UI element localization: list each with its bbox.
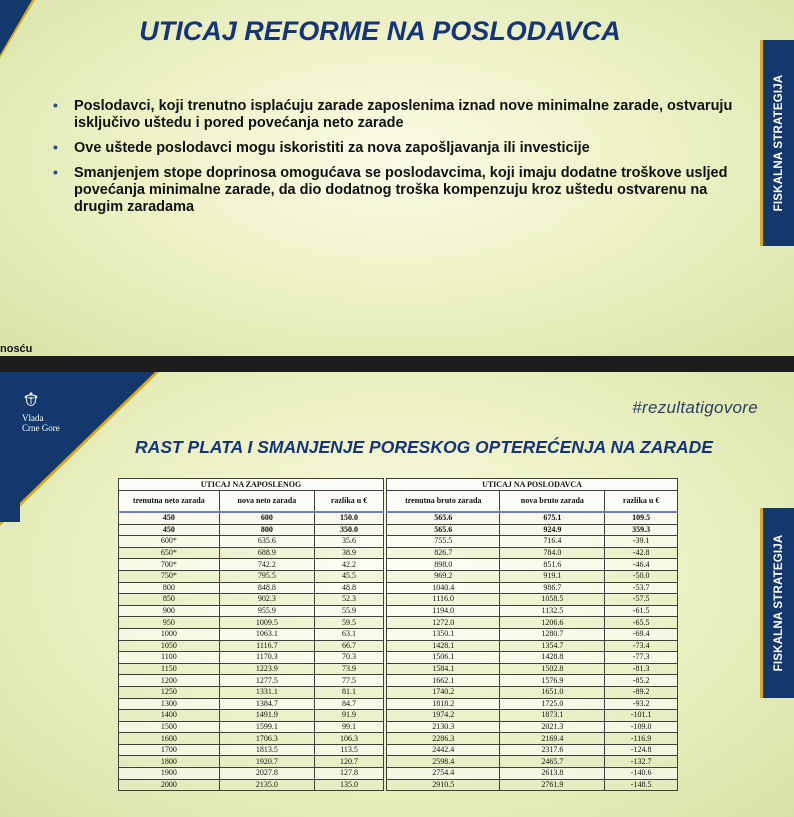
table-cell: 2000 [119, 779, 220, 791]
table-cell: -46.4 [605, 559, 678, 571]
table-row [119, 675, 384, 687]
table-cell: 99.1 [315, 721, 384, 733]
table-row [119, 640, 384, 652]
table-cell: 48.8 [315, 582, 384, 594]
table-cell: -140.6 [605, 768, 678, 780]
table-cell: 1063.1 [219, 628, 314, 640]
table-cell: 716.4 [500, 536, 605, 548]
table-cell: 1813.5 [219, 744, 314, 756]
table-cell: 1506.1 [387, 652, 500, 664]
table-cell: 919.1 [500, 570, 605, 582]
table-cell: 1200 [119, 675, 220, 687]
table-cell: -124.8 [605, 744, 678, 756]
gov-name-line1: Vlada [22, 413, 44, 423]
table-cell: -101.1 [605, 710, 678, 722]
table-cell: 565.6 [387, 512, 500, 524]
table-cell: 1009.5 [219, 617, 314, 629]
table-cell: 900 [119, 605, 220, 617]
table-cell: 135.0 [315, 779, 384, 791]
table-cell: 1058.5 [500, 594, 605, 606]
col-header: trenutna neto zarada [119, 491, 220, 513]
bullet-text: Poslodavci, koji trenutno isplaćuju zarade zaposlenima iznad nove minimalne zarade, ostvaruju isključivo uštedu i pored povećanja neto zarade [74, 98, 733, 131]
table-cell: -65.5 [605, 617, 678, 629]
table-cell: 955.9 [219, 605, 314, 617]
slide-2 [0, 372, 794, 817]
table-cell: 1331.1 [219, 686, 314, 698]
table-cell: 742.2 [219, 559, 314, 571]
table-cell: 1350.1 [387, 628, 500, 640]
slide-1-title: UTICAJ REFORME NA POSLODAVCA [139, 16, 621, 46]
table-cell: 1500 [119, 721, 220, 733]
table-cell: 2465.7 [500, 756, 605, 768]
table-cell: 66.7 [315, 640, 384, 652]
table-row [119, 582, 384, 594]
table-row [119, 698, 384, 710]
table-cell: 851.6 [500, 559, 605, 571]
table-cell: 1000 [119, 628, 220, 640]
table-cell: 1223.9 [219, 663, 314, 675]
table-row [119, 756, 384, 768]
side-tab-label: FISKALNA STRATEGIJA [772, 74, 785, 212]
table-row [119, 547, 384, 559]
table-cell: 800 [219, 524, 314, 536]
table-cell: 2754.4 [387, 768, 500, 780]
table-row [387, 582, 678, 594]
table-row [119, 663, 384, 675]
table-cell: 795.5 [219, 570, 314, 582]
table-cell: 2598.4 [387, 756, 500, 768]
table-row [119, 605, 384, 617]
table-row [387, 628, 678, 640]
table-row [387, 512, 678, 524]
table-cell: 38.9 [315, 547, 384, 559]
bullet-item [50, 140, 740, 157]
side-tab-fiskalna-strategija [760, 40, 794, 246]
table-row [387, 663, 678, 675]
table-cell: 84.7 [315, 698, 384, 710]
col-header: razlika u € [605, 491, 678, 513]
table-cell: 120.7 [315, 756, 384, 768]
table-cell: -116.9 [605, 733, 678, 745]
table-row [387, 768, 678, 780]
table-cell: -53.7 [605, 582, 678, 594]
table-cell: 55.9 [315, 605, 384, 617]
table-cell: 150.0 [315, 512, 384, 524]
table-cell: 969.2 [387, 570, 500, 582]
table-cell: 1662.1 [387, 675, 500, 687]
table-cell: 2027.8 [219, 768, 314, 780]
table-row [387, 744, 678, 756]
table-cell: 1974.2 [387, 710, 500, 722]
table-cell: 1900 [119, 768, 220, 780]
table-cell: 1576.9 [500, 675, 605, 687]
table-cell: 45.5 [315, 570, 384, 582]
table-cell: 1354.7 [500, 640, 605, 652]
table-cell: 1800 [119, 756, 220, 768]
gov-name-line2: Crne Gore [22, 423, 60, 433]
table-cell: 1428.1 [387, 640, 500, 652]
table-row [119, 524, 384, 536]
table-cell: 1132.5 [500, 605, 605, 617]
table-cell: 1300 [119, 698, 220, 710]
table-cell: 784.0 [500, 547, 605, 559]
table-row [387, 594, 678, 606]
bullet-dot-icon: • [53, 139, 58, 155]
bullet-item [50, 165, 740, 216]
table-row [119, 744, 384, 756]
table-row [387, 570, 678, 582]
table-cell: 675.1 [500, 512, 605, 524]
table-cell: 1040.4 [387, 582, 500, 594]
table-cell: 1600 [119, 733, 220, 745]
table-cell: 2286.3 [387, 733, 500, 745]
table-row [387, 756, 678, 768]
table-cell: -39.1 [605, 536, 678, 548]
table-cell: 59.5 [315, 617, 384, 629]
table-cell: 106.3 [315, 733, 384, 745]
table-row [119, 617, 384, 629]
table-cell: 950 [119, 617, 220, 629]
table-row [387, 640, 678, 652]
table-cell: 1250 [119, 686, 220, 698]
table-row [119, 594, 384, 606]
table-cell: 1272.0 [387, 617, 500, 629]
table-row [387, 710, 678, 722]
table-cell: 565.6 [387, 524, 500, 536]
government-logo [22, 391, 60, 433]
bullet-item [50, 98, 740, 132]
table-cell: 1170.3 [219, 652, 314, 664]
table-cell: -93.2 [605, 698, 678, 710]
table-row [387, 547, 678, 559]
slide-separator [0, 356, 794, 372]
table-cell: 450 [119, 524, 220, 536]
table-cell: 902.3 [219, 594, 314, 606]
table-cell: 2442.4 [387, 744, 500, 756]
table-cell: -109.0 [605, 721, 678, 733]
employer-impact-table [386, 478, 678, 791]
table-cell: 924.9 [500, 524, 605, 536]
table-cell: -81.3 [605, 663, 678, 675]
table-cell: -50.0 [605, 570, 678, 582]
table-cell: 1706.3 [219, 733, 314, 745]
table-cell: 635.6 [219, 536, 314, 548]
table-cell: 1502.8 [500, 663, 605, 675]
table-cell: 1150 [119, 663, 220, 675]
slide-1 [0, 0, 794, 356]
table-row [119, 536, 384, 548]
table-cell: 1651.0 [500, 686, 605, 698]
table-row [387, 698, 678, 710]
table-cell: 1740.2 [387, 686, 500, 698]
table-cell: 1400 [119, 710, 220, 722]
table-cell: -57.5 [605, 594, 678, 606]
table-row [387, 652, 678, 664]
table-cell: 750* [119, 570, 220, 582]
table-cell: -85.2 [605, 675, 678, 687]
table-cell: 1873.1 [500, 710, 605, 722]
table-cell: -132.7 [605, 756, 678, 768]
table-cell: 826.7 [387, 547, 500, 559]
table-cell: 1194.0 [387, 605, 500, 617]
table-cell: 1384.7 [219, 698, 314, 710]
table-cell: 2761.9 [500, 779, 605, 791]
table-row [119, 768, 384, 780]
table-row [119, 559, 384, 571]
side-tab-label: FISKALNA STRATEGIJA [772, 534, 785, 672]
table-cell: 91.9 [315, 710, 384, 722]
table-row [387, 605, 678, 617]
table-row [119, 512, 384, 524]
table-cell: 1277.5 [219, 675, 314, 687]
table-row [387, 721, 678, 733]
table-cell: 755.5 [387, 536, 500, 548]
table-cell: 1100 [119, 652, 220, 664]
table-cell: 77.5 [315, 675, 384, 687]
table-row [119, 733, 384, 745]
cut-off-text: nosću [0, 343, 33, 355]
table-cell: 35.6 [315, 536, 384, 548]
table-cell: 1206.6 [500, 617, 605, 629]
table-cell: 1116.0 [387, 594, 500, 606]
col-header: nova bruto zarada [500, 491, 605, 513]
table-row [119, 628, 384, 640]
table-cell: 700* [119, 559, 220, 571]
employer-table-body [387, 512, 678, 791]
table-cell: 1116.7 [219, 640, 314, 652]
table-cell: 1050 [119, 640, 220, 652]
table-cell: 1584.1 [387, 663, 500, 675]
table-cell: 1280.7 [500, 628, 605, 640]
table-cell: 898.0 [387, 559, 500, 571]
employee-impact-table [118, 478, 384, 791]
col-header: nova neto zarada [219, 491, 314, 513]
table-row [387, 524, 678, 536]
table-cell: -42.8 [605, 547, 678, 559]
table-cell: 2169.4 [500, 733, 605, 745]
table-cell: -77.3 [605, 652, 678, 664]
table-cell: 800 [119, 582, 220, 594]
table-cell: 81.1 [315, 686, 384, 698]
table-row [387, 733, 678, 745]
table-row [119, 652, 384, 664]
table-cell: 350.0 [315, 524, 384, 536]
table-cell: 2613.8 [500, 768, 605, 780]
table-cell: 1818.2 [387, 698, 500, 710]
employee-group-header: UTICAJ NA ZAPOSLENOG [119, 479, 384, 491]
table-cell: 42.2 [315, 559, 384, 571]
table-cell: 113.5 [315, 744, 384, 756]
slide-2-title: RAST PLATA I SMANJENJE PORESKOG OPTEREĆENJA NA ZARADE [135, 437, 713, 457]
table-row [119, 721, 384, 733]
table-cell: 2130.3 [387, 721, 500, 733]
table-cell: 109.5 [605, 512, 678, 524]
bullet-text: Ove uštede poslodavci mogu iskoristiti za nova zapošljavanja ili investicije [74, 140, 590, 156]
table-cell: 650* [119, 547, 220, 559]
table-cell: 63.1 [315, 628, 384, 640]
table-cell: 2910.5 [387, 779, 500, 791]
side-tab-fiskalna-strategija [760, 508, 794, 698]
table-cell: 1700 [119, 744, 220, 756]
bullet-dot-icon: • [53, 164, 58, 180]
table-cell: -69.4 [605, 628, 678, 640]
employer-group-header: UTICAJ NA POSLODAVCA [387, 479, 678, 491]
table-row [119, 779, 384, 791]
table-row [387, 779, 678, 791]
table-cell: -61.5 [605, 605, 678, 617]
table-cell: -73.4 [605, 640, 678, 652]
col-header: trenutna bruto zarada [387, 491, 500, 513]
table-cell: 52.3 [315, 594, 384, 606]
table-cell: 986.7 [500, 582, 605, 594]
table-cell: 2135.0 [219, 779, 314, 791]
col-header: razlika u € [315, 491, 384, 513]
bullet-dot-icon: • [53, 97, 58, 113]
table-cell: 850 [119, 594, 220, 606]
table-cell: 127.8 [315, 768, 384, 780]
employee-table-body [119, 512, 384, 791]
table-cell: 1428.8 [500, 652, 605, 664]
table-cell: 450 [119, 512, 220, 524]
table-cell: 73.9 [315, 663, 384, 675]
table-cell: 688.9 [219, 547, 314, 559]
coat-of-arms-icon [23, 391, 39, 409]
table-cell: 600* [119, 536, 220, 548]
table-row [387, 559, 678, 571]
table-cell: 1920.7 [219, 756, 314, 768]
table-row [119, 570, 384, 582]
table-cell: 1725.0 [500, 698, 605, 710]
table-cell: 2021.3 [500, 721, 605, 733]
hashtag: #rezultatigovore [632, 398, 758, 417]
table-cell: 359.3 [605, 524, 678, 536]
table-cell: 600 [219, 512, 314, 524]
table-cell: 1491.9 [219, 710, 314, 722]
table-row [387, 675, 678, 687]
bullet-text: Smanjenjem stope doprinosa omogućava se poslodavcima, koji imaju dodatne troškove usljed povećanja minimalne zarade, da dio dodatnog troška kompenzuju kroz uštedu ostvarenu na drugim zaradama [74, 165, 728, 215]
table-row [119, 686, 384, 698]
table-cell: -148.5 [605, 779, 678, 791]
table-row [387, 686, 678, 698]
table-cell: -89.2 [605, 686, 678, 698]
table-row [119, 710, 384, 722]
bullet-list [50, 98, 740, 224]
table-cell: 70.3 [315, 652, 384, 664]
table-cell: 848.8 [219, 582, 314, 594]
table-cell: 1599.1 [219, 721, 314, 733]
table-cell: 2317.6 [500, 744, 605, 756]
table-row [387, 536, 678, 548]
table-row [387, 617, 678, 629]
